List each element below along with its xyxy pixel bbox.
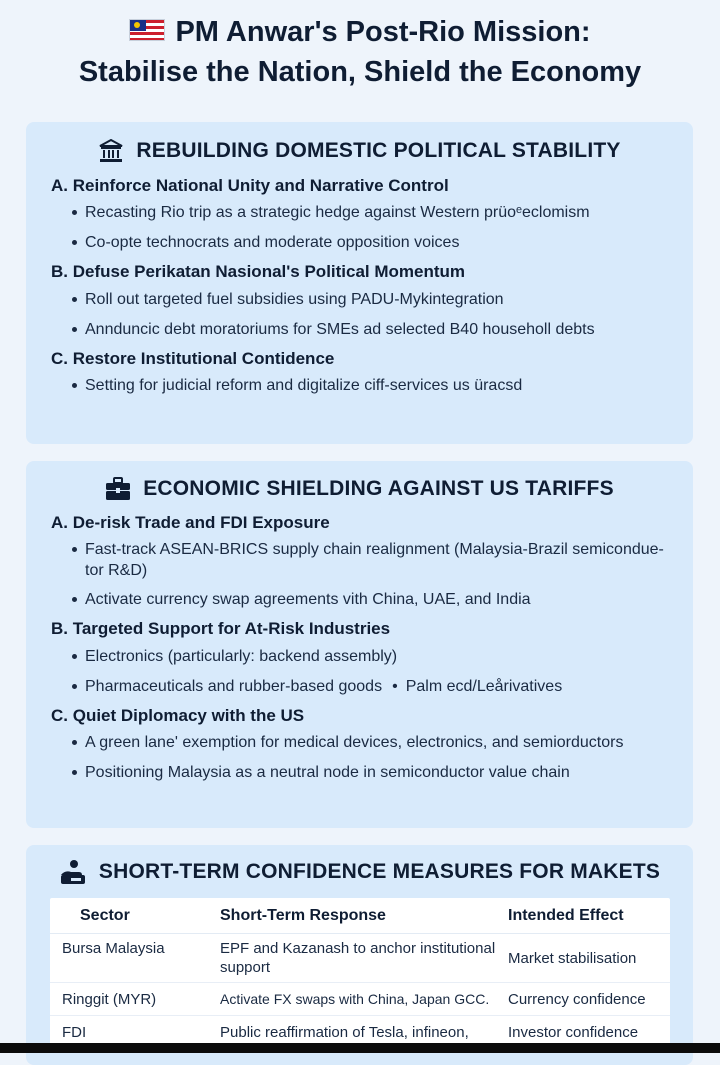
title-line-2: Stabilise the Nation, Shield the Economy <box>78 56 642 88</box>
section-market-confidence <box>26 845 693 1065</box>
list-item: Positioning Malaysia as a neutral node in semiconductor value chain <box>26 762 693 783</box>
table-cell: EPF and Kazanash to anchor institutional support <box>220 940 496 976</box>
list-item: Setting for judicial reform and digitalize ciff-services us üracsd <box>26 375 693 396</box>
group-title: A. Reinforce National Unity and Narrative Control <box>51 176 449 195</box>
list-item: Recasting Rio trip as a strategic hedge against Western prüoᵉeclomism <box>26 202 693 223</box>
section-heading: REBUILDING DOMESTIC POLITICAL STABILITY <box>26 136 693 166</box>
group-title: C. Quiet Diplomacy with the US <box>51 706 305 725</box>
list-item-extra: • Palm ecd/Leårivatives <box>392 678 562 695</box>
table-cell: Market stabilisation <box>508 949 637 967</box>
section-heading: ECONOMIC SHIELDING AGAINST US TARIFFS <box>26 474 693 504</box>
section-political-stability <box>26 122 693 444</box>
institution-icon <box>98 139 124 163</box>
table-cell: Activate FX swaps with China, Japan GCC. <box>220 991 490 1007</box>
list-item: Pharmaceuticals and rubber-based goods• Palm ecd/Leårivatives <box>26 676 693 697</box>
column-header: Intended Effect <box>508 906 624 924</box>
list-item: Roll out targeted fuel subsidies using PADU-Mykintegration <box>26 289 693 310</box>
group-title: B. Targeted Support for At-Risk Industries <box>51 619 391 638</box>
table-cell: FDI <box>62 1023 87 1041</box>
malaysia-flag-icon <box>129 19 165 41</box>
group-title: B. Defuse Perikatan Nasional's Political Momentum <box>51 262 466 281</box>
list-item: Fast-track ASEAN-BRICS supply chain realignment (Malaysia-Brazil semiconduе-tor R&D) <box>26 539 693 581</box>
column-header: Sector <box>80 906 130 924</box>
table-row <box>50 934 670 983</box>
table-cell: Bursa Malaysia <box>62 940 165 957</box>
table-cell: Ringgit (MYR) <box>62 990 157 1008</box>
table-cell: Currency confidence <box>508 990 646 1008</box>
title-line-1: PM Anwar's Post-Rio Mission: <box>0 12 720 52</box>
bottom-bar <box>0 1043 720 1053</box>
list-item: Electronics (particularly: backend assembly) <box>26 646 693 667</box>
list-item: A green lane' exemption for medical devices, electronics, and semiorductors <box>26 732 693 753</box>
confidence-table <box>50 898 670 1049</box>
column-header: Short-Term Response <box>220 906 386 924</box>
table-header <box>50 898 670 934</box>
section-economic-shielding <box>26 461 693 828</box>
money-hand-icon <box>59 859 87 885</box>
group-title: A. De-risk Trade and FDI Exposure <box>51 513 330 532</box>
table-cell: Investor confidence <box>508 1023 639 1041</box>
section-heading: SHORT-TERM CONFIDENCE MEASURES FOR MAKETS <box>26 856 693 888</box>
list-item: Activate currency swap agreements vith China, UAE, and India <box>26 589 693 610</box>
list-item: Anndunciс debt moratoriums for SMEs ad selected B40 householl debts <box>26 319 693 340</box>
list-item: Co-opte technocrats and moderate opposition voices <box>26 232 693 253</box>
table-cell: Public reaffirmation of Tesla, infineon, <box>220 1023 469 1041</box>
table-row <box>50 983 670 1016</box>
toolbox-icon <box>105 477 131 501</box>
group-title: C. Restore Institutional Contidence <box>51 349 335 368</box>
page-title <box>0 12 720 92</box>
